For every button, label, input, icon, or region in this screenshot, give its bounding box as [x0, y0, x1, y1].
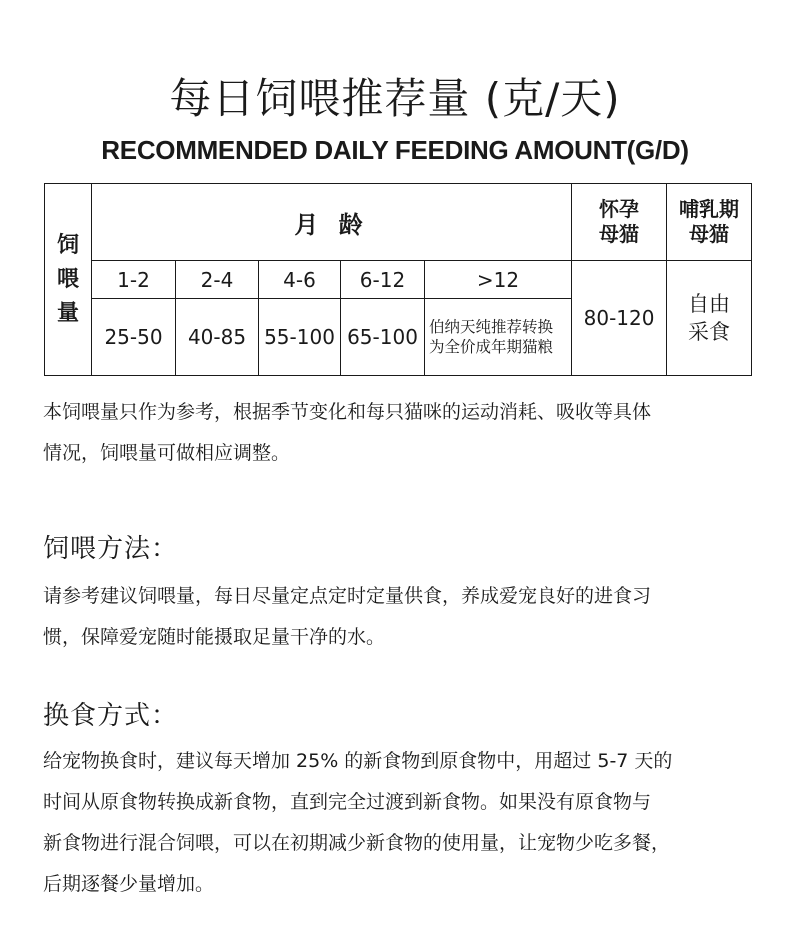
nursing-amount-line: 自由 — [688, 292, 731, 316]
pregnant-header-line: 怀孕 — [599, 197, 640, 221]
text-line: 给宠物换食时，建议每天增加 25% 的新食物到原食物中，用超过 5-7 天的 — [43, 750, 673, 772]
text-line: 时间从原食物转换成新食物，直到完全过渡到新食物。如果没有原食物与 — [43, 791, 652, 813]
age-range-cell: >12 — [425, 261, 572, 299]
pregnant-amount-cell: 80-120 — [572, 261, 667, 376]
age-range-cell: 6-12 — [341, 261, 425, 299]
page-title: 每日饲喂推荐量 (克/天) — [169, 74, 621, 123]
amount-cell: 25-50 — [92, 299, 176, 376]
amount-cell: 40-85 — [176, 299, 259, 376]
row-header-char: 喂 — [56, 266, 79, 292]
age-range-cell: 4-6 — [259, 261, 341, 299]
nursing-amount-cell — [667, 261, 752, 376]
intro-text — [43, 392, 755, 474]
text-line: 请参考建议饲喂量，每日尽量定点定时定量供食，养成爱宠良好的进食习 — [43, 585, 652, 607]
age-header: 月 龄 — [92, 184, 572, 261]
age-range-cell: 2-4 — [176, 261, 259, 299]
amount-cell: 55-100 — [259, 299, 341, 376]
text-line: 本饲喂量只作为参考，根据季节变化和每只猫咪的运动消耗、吸收等具体 — [43, 401, 652, 423]
pregnant-header — [572, 184, 667, 261]
adult-note-cell: 伯纳天纯推荐转换为全价成年期猫粮 — [425, 299, 572, 376]
text-line: 情况，饲喂量可做相应调整。 — [43, 442, 291, 464]
nursing-header-line: 哺乳期 — [679, 197, 740, 221]
method-text — [43, 576, 755, 658]
amount-cell: 65-100 — [341, 299, 425, 376]
nursing-header — [667, 184, 752, 261]
feeding-table — [44, 183, 752, 376]
switch-text — [43, 741, 755, 905]
section-heading-method: 饲喂方法： — [43, 534, 179, 564]
nursing-header-line: 母猫 — [689, 222, 730, 246]
text-line: 后期逐餐少量增加。 — [43, 873, 215, 895]
age-range-cell: 1-2 — [92, 261, 176, 299]
row-header-cell — [45, 184, 92, 376]
section-heading-switch: 换食方式： — [43, 701, 179, 731]
text-line: 惯，保障爱宠随时能摄取足量干净的水。 — [43, 626, 386, 648]
row-header-char: 饲 — [56, 232, 79, 258]
row-header-char: 量 — [56, 300, 79, 326]
nursing-amount-line: 采食 — [688, 320, 731, 344]
pregnant-header-line: 母猫 — [599, 222, 640, 246]
page-subtitle: RECOMMENDED DAILY FEEDING AMOUNT(G/D) — [101, 135, 689, 165]
text-line: 新食物进行混合饲喂，可以在初期减少新食物的使用量，让宠物少吃多餐， — [43, 832, 671, 854]
